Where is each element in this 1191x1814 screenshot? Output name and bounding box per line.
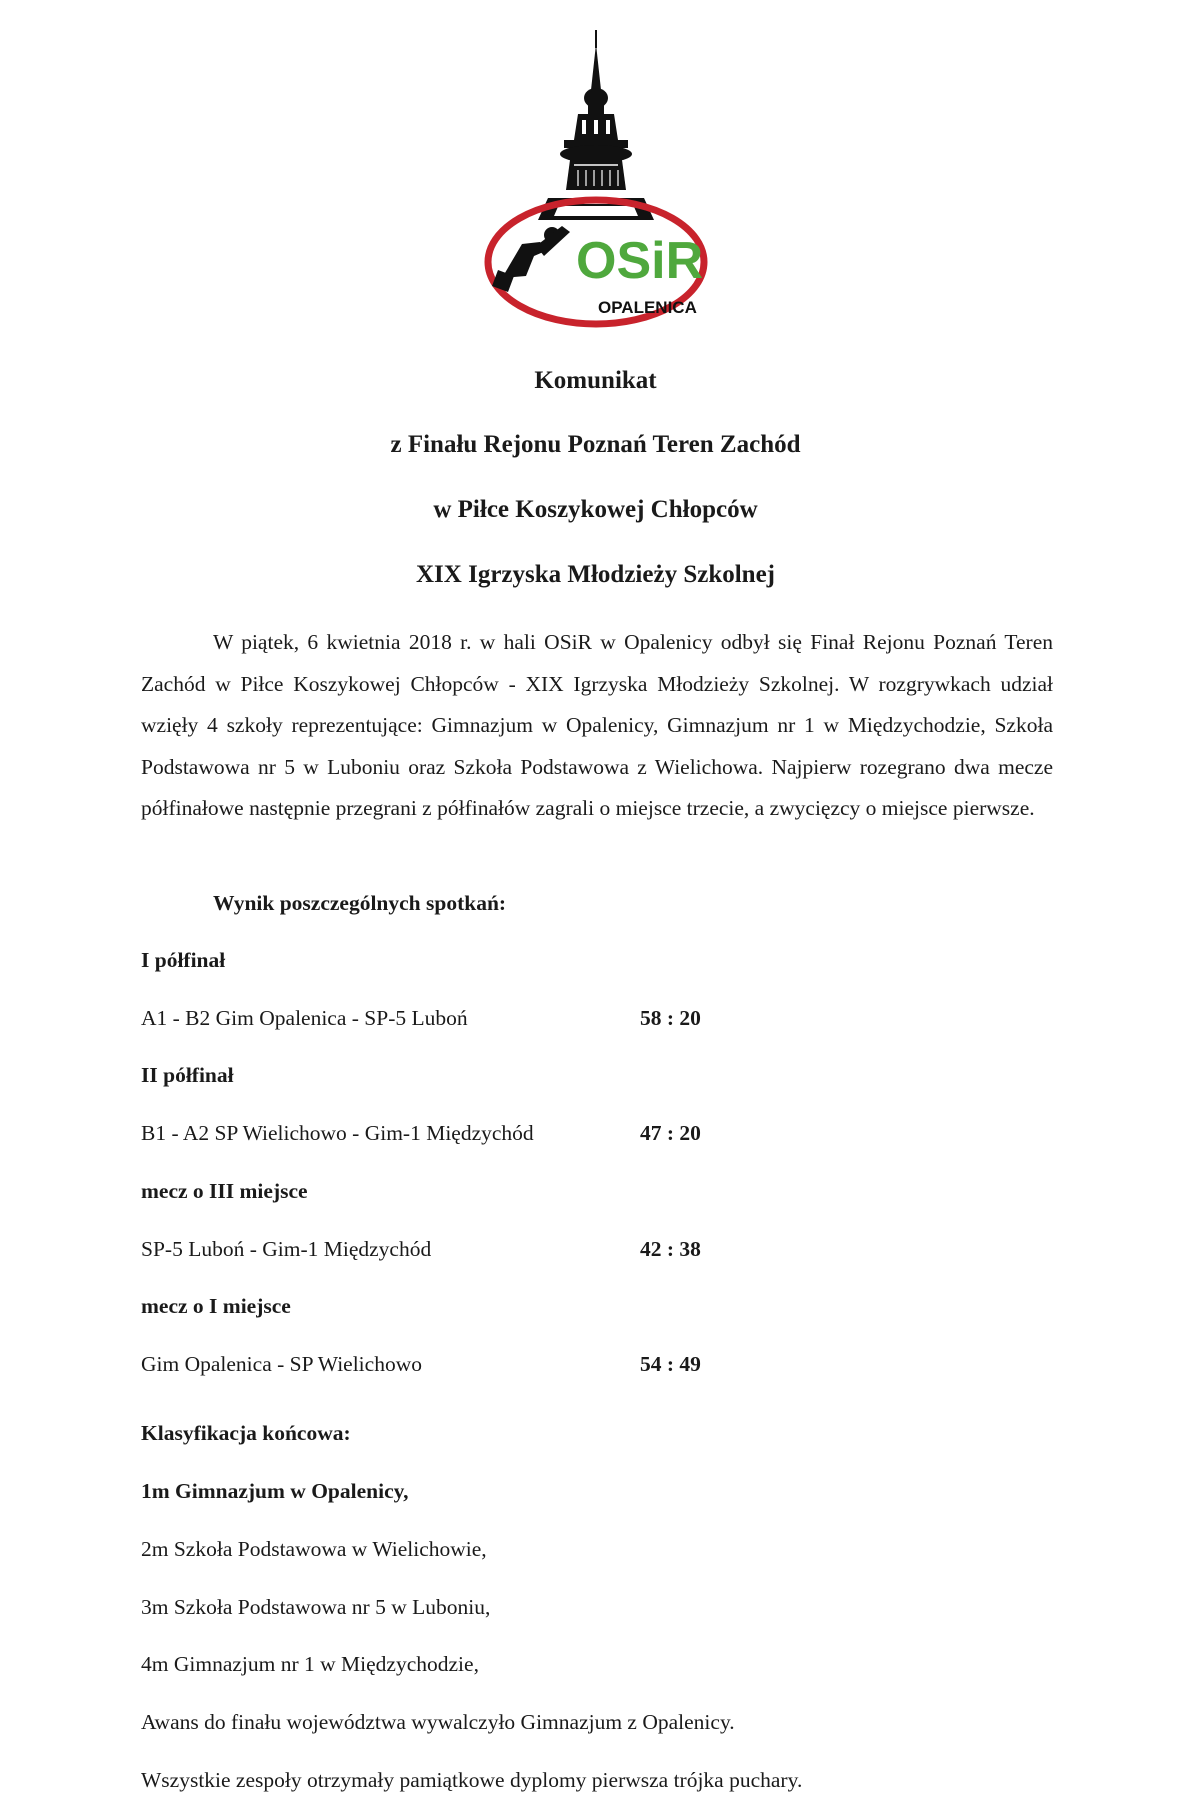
logo-city-text: OPALENICA bbox=[598, 298, 697, 317]
closing-text: Wszystkie zespoły otrzymały pamiątkowe dyplomy pierwsza trójka puchary. bbox=[141, 1768, 803, 1792]
closing-text: Awans do finału województwa wywalczyło Gimnazjum z Opalenicy. bbox=[141, 1710, 735, 1734]
match-label: mecz o III miejsce bbox=[141, 1179, 308, 1203]
match-teams: B1 - A2 SP Wielichowo - Gim-1 Międzychód bbox=[141, 1121, 534, 1145]
subtitle-discipline: w Piłce Koszykowej Chłopców bbox=[433, 496, 758, 523]
subtitle-games: XIX Igrzyska Młodzieży Szkolnej bbox=[416, 561, 775, 588]
match-teams: Gim Opalenica - SP Wielichowo bbox=[141, 1352, 422, 1376]
results-heading: Wynik poszczególnych spotkań: bbox=[213, 891, 507, 915]
classification-item: 3m Szkoła Podstawowa nr 5 w Luboniu, bbox=[141, 1595, 491, 1619]
match-label: I półfinał bbox=[141, 948, 226, 972]
classification-item: 2m Szkoła Podstawowa w Wielichowie, bbox=[141, 1537, 487, 1561]
classification-item: 4m Gimnazjum nr 1 w Międzychodzie, bbox=[141, 1652, 479, 1676]
match-score: 58 : 20 bbox=[640, 1006, 701, 1030]
intro-paragraph: W piątek, 6 kwietnia 2018 r. w hali OSiR w Opalenicy odbył się Finał Rejonu Poznań Teren Zachód w Piłce Koszykowej Chłopców - XIX Igrzyska Młodzieży Szkolnej. W rozgrywkach udział wzięły 4 szkoły reprezentujące: Gimnazjum w Opalenicy, Gimnazjum nr 1 w Międzychodzie, Szkoła Podstawowa nr 5 w Luboniu oraz Szkoła Podstawowa z Wielichowa. Najpierw rozegrano dwa mecze półfinałowe następnie przegrani z półfinałów zagrali o miejsce trzecie, a zwycięzcy o miejsce pierwsze. bbox=[141, 630, 1053, 820]
document-title: Komunikat bbox=[534, 367, 657, 394]
match-teams: A1 - B2 Gim Opalenica - SP-5 Luboń bbox=[141, 1006, 468, 1030]
classification-item: 1m Gimnazjum w Opalenicy, bbox=[141, 1479, 409, 1503]
tower-emblem-icon bbox=[478, 30, 714, 330]
match-score: 54 : 49 bbox=[640, 1352, 701, 1376]
logo-osir-text: OSiR bbox=[576, 232, 704, 290]
subtitle-event: z Finału Rejonu Poznań Teren Zachód bbox=[390, 431, 801, 458]
osir-opalenica-logo bbox=[478, 30, 714, 330]
match-score: 47 : 20 bbox=[640, 1121, 701, 1145]
match-teams: SP-5 Luboń - Gim-1 Międzychód bbox=[141, 1237, 432, 1261]
match-score: 42 : 38 bbox=[640, 1237, 701, 1261]
match-label: II półfinał bbox=[141, 1063, 234, 1087]
match-label: mecz o I miejsce bbox=[141, 1294, 291, 1318]
classification-heading: Klasyfikacja końcowa: bbox=[141, 1421, 351, 1445]
